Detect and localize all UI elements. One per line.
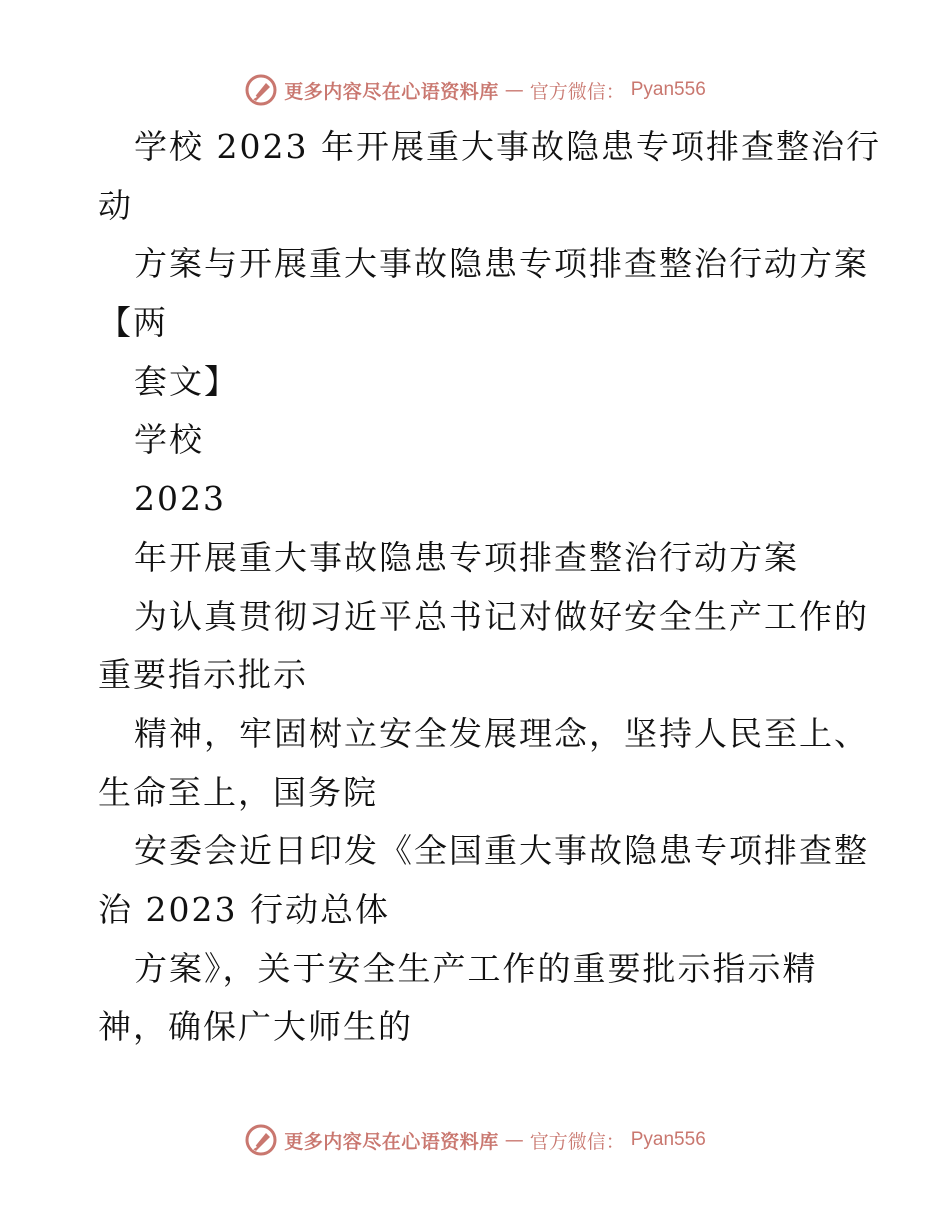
watermark-wechat-id: Pyan556	[630, 79, 706, 100]
watermark-wechat-label: 官方微信：	[529, 1130, 625, 1153]
document-line: 年开展重大事故隐患专项排查整治行动方案	[134, 537, 799, 577]
document-line: 套文】	[134, 361, 239, 401]
document-line: 安委会近日印发《全国重大事故隐患专项排查整	[134, 831, 869, 871]
document-line: 2023	[134, 479, 226, 519]
document-line: 学校	[134, 420, 204, 460]
watermark-site-text: 更多内容尽在心语资料库	[284, 1130, 499, 1153]
document-line: 方案与开展重大事故隐患专项排查整治行动方案	[134, 244, 869, 284]
document-line: 动	[98, 185, 133, 225]
watermark-site-text: 更多内容尽在心语资料库	[284, 80, 499, 103]
watermark-dash: —	[504, 79, 524, 101]
document-line: 【两	[98, 303, 168, 343]
document-line: 精神，牢固树立安全发展理念，坚持人民至上、	[134, 713, 869, 753]
header-watermark	[0, 70, 950, 110]
watermark-wechat-label: 官方微信：	[529, 80, 625, 103]
watermark-wechat-id: Pyan556	[630, 1129, 706, 1150]
document-line: 为认真贯彻习近平总书记对做好安全生产工作的	[134, 596, 869, 636]
watermark-dash: —	[504, 1129, 524, 1151]
pen-nib-logo-icon	[244, 1123, 278, 1157]
document-line: 神，确保广大师生的	[98, 1007, 413, 1047]
document-line: 学校 2023 年开展重大事故隐患专项排查整治行	[134, 127, 881, 166]
document-line: 治 2023 行动总体	[98, 889, 390, 929]
footer-watermark	[0, 1120, 950, 1160]
document-line: 方案》，关于安全生产工作的重要批示指示精	[134, 948, 818, 988]
document-line: 生命至上，国务院	[98, 772, 378, 812]
pen-nib-logo-icon	[244, 73, 278, 107]
document-body	[98, 118, 881, 1057]
document-line: 重要指示批示	[98, 655, 308, 695]
